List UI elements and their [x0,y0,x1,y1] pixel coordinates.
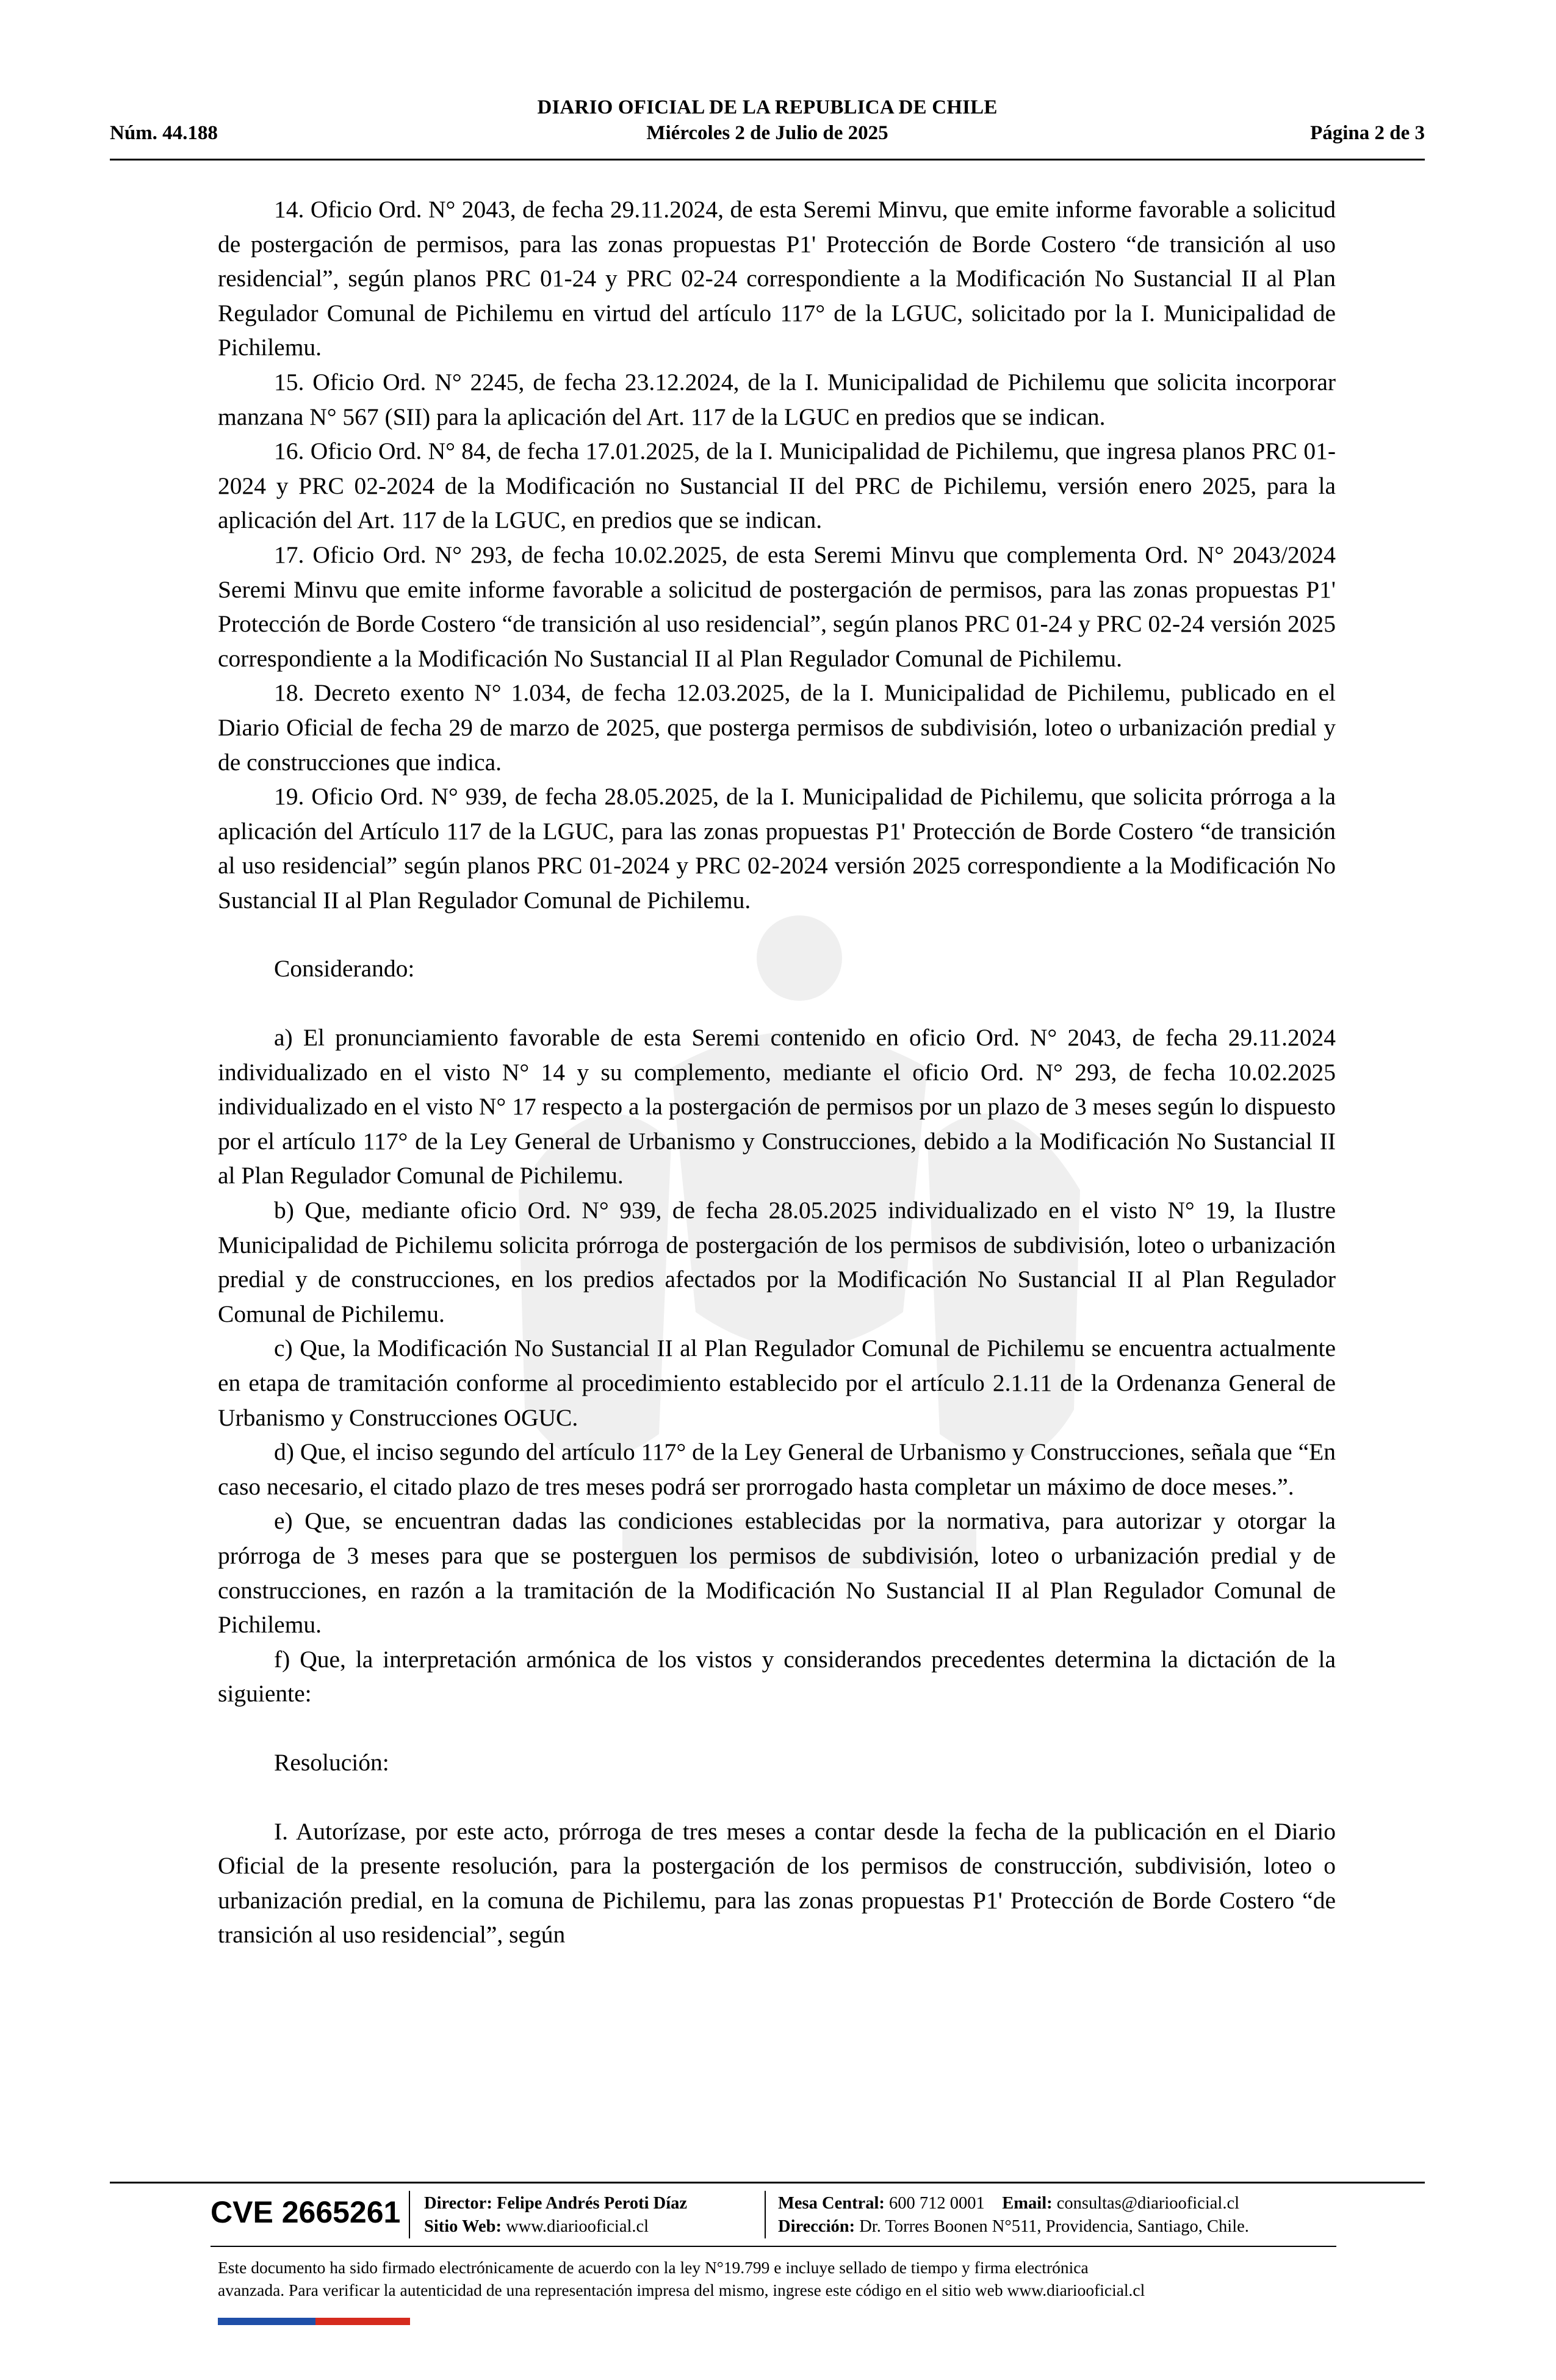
page-header [110,96,1425,164]
footer-separator [765,2191,766,2238]
electronic-signature-notice [218,2256,1336,2301]
document-body [218,192,1336,1952]
considerando-heading: Considerando: [274,955,415,983]
email-label: Email: [1002,2194,1053,2213]
sitio-label: Sitio Web: [424,2217,502,2236]
disclaimer-line-1: Este documento ha sido firmado electrónicamente de acuerdo con la ley N°19.799 e incluye sellado de tiempo y firma electrónica [218,2258,1089,2277]
footer-separator [409,2191,410,2238]
visto-18: 18. Decreto exento N° 1.034, de fecha 12.03.2025, de la I. Municipalidad de Pichilemu, publicado en el Diario Oficial de fecha 29 de marzo de 2025, que posterga permisos de subdivisión, loteo o urbanización predial y de construcciones que indica. [218,679,1336,776]
disclaimer-line-2: avanzada. Para verificar la autenticidad de una representación impresa del mismo, ingrese este código en el sitio web www.diariooficial.cl [218,2281,1145,2299]
header-divider [110,159,1425,160]
footer-divider [110,2182,1425,2183]
considerando-c: c) Que, la Modificación No Sustancial II al Plan Regulador Comunal de Pichilemu se encuentra actualmente en etapa de tramitación conforme al procedimiento establecido por el artículo 2.1.11 de la Ordenanza General de Urbanismo y Construcciones OGUC. [218,1335,1336,1431]
footer-director-block [424,2192,687,2238]
chile-flag-stripe [218,2318,410,2325]
footer-contact-block [778,2192,1249,2238]
mesa-phone: 600 712 0001 [889,2194,985,2213]
resolucion-heading: Resolución: [274,1748,389,1776]
considerando-d: d) Que, el inciso segundo del artículo 117° de la Ley General de Urbanismo y Construcciones, señala que “En caso necesario, el citado plazo de tres meses podrá ser prorrogado hasta completar un máximo de doce meses.”. [218,1438,1336,1500]
page-number: Página 2 de 3 [1310,122,1425,144]
visto-19: 19. Oficio Ord. N° 939, de fecha 28.05.2025, de la I. Municipalidad de Pichilemu, que solicita prórroga a la aplicación del Artículo 117 de la LGUC, para las zonas propuestas P1' Protección de Borde Costero “de transición al uso residencial” según planos PRC 01-2024 y PRC 02-2024 versión 2025 correspondiente a la Modificación No Sustancial II al Plan Regulador Comunal de Pichilemu. [218,783,1336,914]
director-name: Felipe Andrés Peroti Díaz [496,2194,688,2213]
email-link[interactable]: consultas@diariooficial.cl [1056,2194,1240,2213]
visto-16: 16. Oficio Ord. N° 84, de fecha 17.01.2025, de la I. Municipalidad de Pichilemu, que ingresa planos PRC 01-2024 y PRC 02-2024 de la Modificación no Sustancial II del PRC de Pichilemu, versión enero 2025, para la aplicación del Art. 117 de la LGUC, en predios que se indican. [218,438,1336,534]
cve-code: CVE 2665261 [211,2195,401,2229]
flag-blue-segment [218,2318,315,2325]
considerando-f: f) Que, la interpretación armónica de los vistos y considerandos precedentes determina la dictación de la siguiente: [218,1645,1336,1707]
direccion-label: Dirección: [778,2217,855,2236]
direccion-value: Dr. Torres Boonen N°511, Providencia, Santiago, Chile. [859,2217,1249,2236]
considerando-a: a) El pronunciamiento favorable de esta Seremi contenido en oficio Ord. N° 2043, de fecha 29.11.2024 individualizado en el visto N° 14 y su complemento, mediante el oficio Ord. N° 293, de fecha 10.02.2025 individualizado en el visto N° 17 respecto a la postergación de permisos por un plazo de 3 meses según lo dispuesto por el artículo 117° de la Ley General de Urbanismo y Construcciones, debido a la Modificación No Sustancial II al Plan Regulador Comunal de Pichilemu. [218,1024,1336,1189]
resolucion-item-i: I. Autorízase, por este acto, prórroga de tres meses a contar desde la fecha de la publicación en el Diario Oficial de la presente resolución, para la postergación de los permisos de construcción, subdivisión, loteo o urbanización predial, en la comuna de Pichilemu, para las zonas propuestas P1' Protección de Borde Costero “de transición al uso residencial”, según [218,1817,1336,1949]
flag-red-segment [315,2318,410,2325]
issue-number: Núm. 44.188 [110,122,218,144]
director-label: Director: [424,2194,492,2213]
newspaper-title: DIARIO OFICIAL DE LA REPUBLICA DE CHILE [537,96,998,118]
issue-date: Miércoles 2 de Julio de 2025 [646,122,888,144]
visto-15: 15. Oficio Ord. N° 2245, de fecha 23.12.2024, de la I. Municipalidad de Pichilemu que solicita incorporar manzana N° 567 (SII) para la aplicación del Art. 117 de la LGUC en predios que se indican. [218,368,1336,430]
sitio-link[interactable]: www.diariooficial.cl [506,2217,649,2236]
considerando-b: b) Que, mediante oficio Ord. N° 939, de fecha 28.05.2025 individualizado en el visto N° 19, la Ilustre Municipalidad de Pichilemu solicita prórroga de postergación de los permisos de subdivisión, loteo o urbanización predial y de construcciones, en los predios afectados por la Modificación No Sustancial II al Plan Regulador Comunal de Pichilemu. [218,1197,1336,1327]
footer-inner-divider [211,2246,1336,2247]
visto-17: 17. Oficio Ord. N° 293, de fecha 10.02.2025, de esta Seremi Minvu que complementa Ord. N° 2043/2024 Seremi Minvu que emite informe favorable a solicitud de postergación de permisos, para las zonas propuestas P1' Protección de Borde Costero “de transición al uso residencial”, según planos PRC 01-24 y PRC 02-24 versión 2025 correspondiente a la Modificación No Sustancial II al Plan Regulador Comunal de Pichilemu. [218,541,1336,672]
visto-14: 14. Oficio Ord. N° 2043, de fecha 29.11.2024, de esta Seremi Minvu, que emite informe favorable a solicitud de postergación de permisos, para las zonas propuestas P1' Protección de Borde Costero “de transición al uso residencial”, según planos PRC 01-24 y PRC 02-24 correspondiente a la Modificación No Sustancial II al Plan Regulador Comunal de Pichilemu en virtud del artículo 117° de la LGUC, solicitado por la I. Municipalidad de Pichilemu. [218,196,1336,361]
mesa-label: Mesa Central: [778,2194,885,2213]
considerando-e: e) Que, se encuentran dadas las condiciones establecidas por la normativa, para autorizar y otorgar la prórroga de 3 meses para que se posterguen los permisos de subdivisión, loteo o urbanización predial y de construcciones, en razón a la tramitación de la Modificación No Sustancial II al Plan Regulador Comunal de Pichilemu. [218,1507,1336,1639]
